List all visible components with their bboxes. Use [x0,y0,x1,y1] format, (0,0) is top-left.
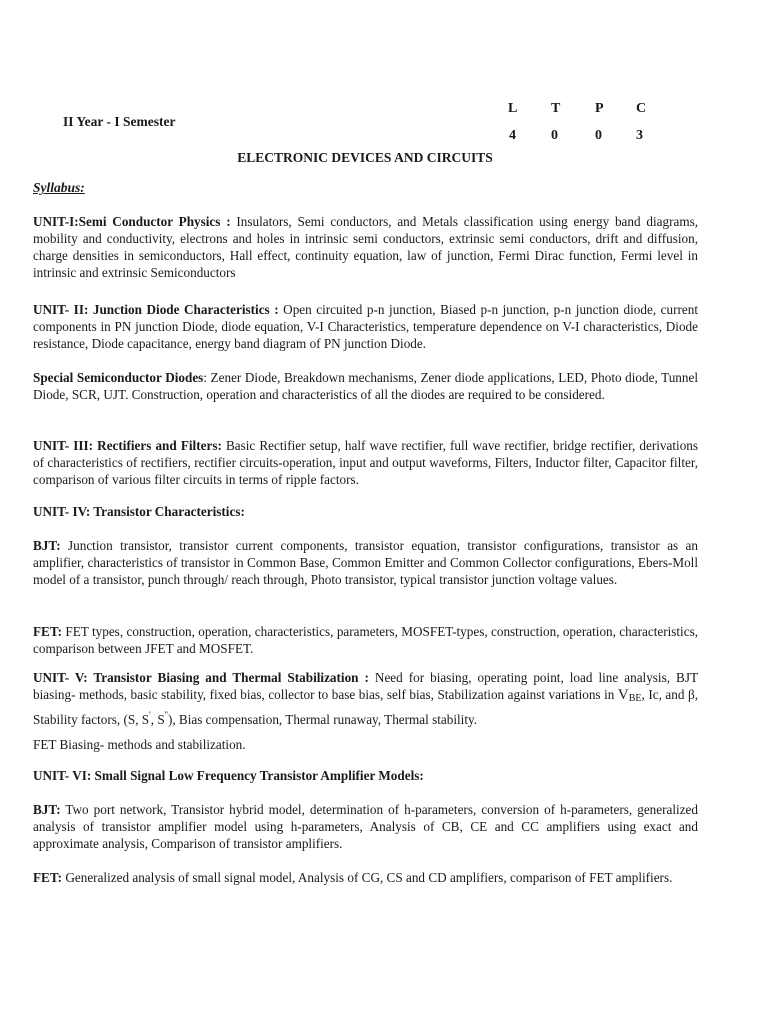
unit-1-text: Insulators, Semi conductors, and Metals classification using energy band diagrams, mobility and conductivity, electrons and holes in intrinsic semi conductors, extrinsic semi conductors, drift and diffusion, charge densities in semiconductors, Hall effect, continuity equation, law of junction, Fermi Dirac function, Fermi level in intrinsic and extrinsic Semiconductors [33,214,699,280]
special-diodes-heading: Special Semiconductor Diodes [33,370,204,385]
fet-heading: FET: [33,624,63,639]
bjt-models-heading: BJT: [33,802,61,817]
ltpc-label-p: P [595,101,604,116]
unit-3-paragraph [33,437,698,488]
fet-models-text: Generalized analysis of small signal model, Analysis of CG, CS and CD amplifiers, comparison of FET amplifiers. [65,870,673,885]
fet-models-paragraph [33,869,698,886]
unit-3-text: Basic Rectifier setup, half wave rectifier, full wave rectifier, bridge rectifier, derivations of characteristics of rectifiers, rectifier circuits-operation, input and output waveforms, Filters, Inductor filter, Capacitor filter, comparison of various filter circuits in terms of ripple factors. [33,438,699,487]
unit-2-paragraph [33,301,698,352]
unit-5-text-b: , Ic, and β, Stability factors, (S, S [33,687,699,727]
unit-3-heading: UNIT- III: Rectifiers and Filters: [33,438,222,453]
bjt-text: Junction transistor, transistor current components, transistor equation, transistor configurations, transistor as an amplifier, characteristics of transistor in Common Base, Common Emitter and Common Collector configurations, Ebers-Moll model of a transistor, punch through/ reach through, Photo transistor, typical transistor junction voltage values. [33,538,699,587]
unit-5-prime-1: ' [149,710,151,720]
unit-5-paragraph [33,669,698,728]
ltpc-value-t: 0 [551,128,558,143]
ltpc-label-t: T [551,101,561,116]
year-semester: II Year - I Semester [63,114,176,129]
ltpc-value-c: 3 [636,128,643,143]
unit-5-prime-2: '' [164,710,168,720]
fet-models-heading: FET: [33,870,63,885]
unit-4-paragraph [33,503,698,520]
unit-5-text-d: ), Bias compensation, Thermal runaway, Thermal stability. [167,712,478,727]
unit-5-text-a: Need for biasing, operating point, load line analysis, BJT biasing- methods, basic stability, fixed bias, collector to base bias, self bias, Stabilization against variations in [33,670,699,702]
bjt-models-text: Two port network, Transistor hybrid model, determination of h-parameters, conversion of h-parameters, generalized analysis of transistor amplifier model using h-parameters, Analysis of CB, CE and CC amplifiers using exact and approximate analysis, Comparison of transistor amplifiers. [33,802,699,851]
special-diodes-text: : Zener Diode, Breakdown mechanisms, Zener diode applications, LED, Photo diode, Tunnel Diode, SCR, UJT. Construction, operation and characteristics of all the diodes are required to be considered. [33,370,698,402]
fet-text: FET types, construction, operation, characteristics, parameters, MOSFET-types, construction, operation, characteristics, comparison between JFET and MOSFET. [33,624,699,656]
course-title: ELECTRONIC DEVICES AND CIRCUITS [237,150,493,165]
unit-2-text: Open circuited p-n junction, Biased p-n junction, p-n junction diode, current components in PN junction Diode, diode equation, V-I Characteristics, temperature dependence on V-I characteristics, Diode resistance, Diode capacitance, energy band diagram of PN junction Diode. [33,302,699,351]
unit-6-paragraph [33,767,698,784]
bjt-heading: BJT: [33,538,61,553]
bjt-models-paragraph [33,801,698,852]
unit-5-heading: UNIT- V: Transistor Biasing and Thermal Stabilization : [33,670,369,685]
unit-6-heading: UNIT- VI: Small Signal Low Frequency Transistor Amplifier Models: [33,768,424,783]
syllabus-label: Syllabus: [33,180,85,195]
ltpc-value-p: 0 [595,128,602,143]
fet-biasing-text: FET Biasing- methods and stabilization. [33,737,246,752]
unit-1-heading: UNIT-I:Semi Conductor Physics : [33,214,231,229]
unit-5-v: V [617,687,629,703]
unit-4-heading: UNIT- IV: Transistor Characteristics: [33,504,245,519]
unit-5-text-c: , S [150,712,165,727]
fet-biasing-paragraph [33,736,698,753]
unit-5-be-subscript: BE [628,693,642,704]
ltpc-value-l: 4 [509,128,516,143]
ltpc-label-c: C [636,101,647,116]
bjt-characteristics-paragraph [33,537,698,588]
unit-1-paragraph [33,213,698,281]
unit-2-heading: UNIT- II: Junction Diode Characteristics : [33,302,279,317]
fet-characteristics-paragraph [33,623,698,657]
special-diodes-paragraph [33,369,698,403]
ltpc-label-l: L [508,101,518,116]
